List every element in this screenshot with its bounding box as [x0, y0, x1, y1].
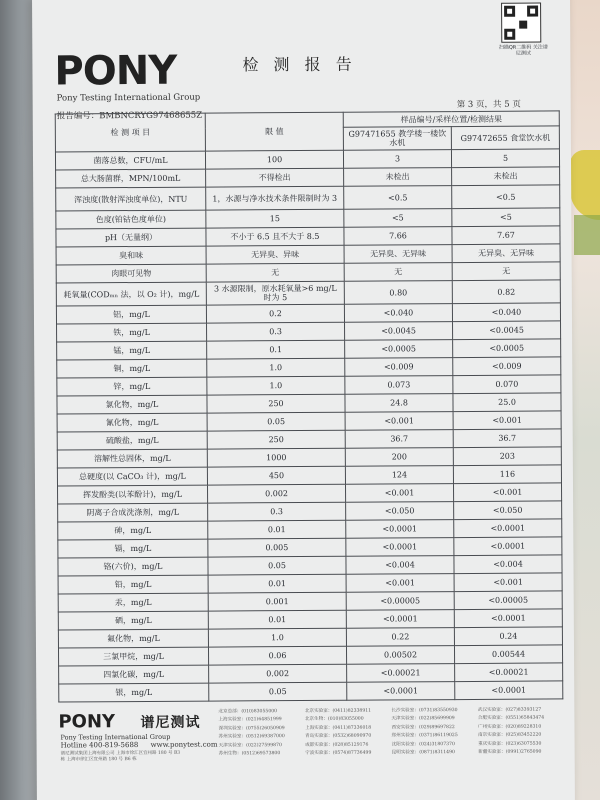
- header-group: 样品编号/采样位置/检测结果: [343, 111, 559, 127]
- cell-result-1: <0.004: [346, 556, 454, 575]
- cell-limit: 0.002: [207, 484, 345, 503]
- cell-result-1: <0.5: [344, 186, 452, 210]
- cell-result-1: 3: [343, 150, 451, 169]
- footer-contact: 成都实验室：(028)85129176: [305, 742, 369, 748]
- footer-contact: 天津实验室：(022)85699909: [391, 716, 455, 722]
- cell-limit: 1.0: [208, 628, 346, 647]
- cell-result-1: 36.7: [345, 430, 453, 449]
- cell-item: 硫酸盐，mg/L: [57, 431, 207, 450]
- cell-limit: 0.2: [206, 304, 344, 323]
- cell-limit: 3 水源限制，原水耗氧量>6 mg/L 时为 5: [206, 281, 344, 305]
- footer-contact: 上海实验室：(021)64851999: [218, 717, 282, 723]
- cell-result-2: <5: [452, 208, 560, 227]
- cell-result-2: <0.040: [452, 303, 560, 322]
- cell-result-1: <0.001: [346, 574, 454, 593]
- footer-contacts: [218, 706, 562, 759]
- cell-result-2: 116: [453, 465, 561, 484]
- cell-limit: 0.06: [208, 646, 346, 665]
- cell-limit: 无异臭、异味: [206, 245, 344, 264]
- cell-item: pH（无量纲）: [56, 228, 206, 247]
- cell-result-1: <0.009: [345, 358, 453, 377]
- cell-result-2: <0.001: [453, 483, 561, 502]
- cell-result-2: 7.67: [452, 226, 560, 245]
- cell-item: 锰，mg/L: [57, 341, 207, 360]
- cell-result-1: <0.0045: [345, 322, 453, 341]
- cell-result-1: 0.80: [344, 281, 452, 305]
- cell-result-1: 无: [344, 263, 452, 282]
- cell-result-2: <0.0001: [455, 681, 563, 700]
- cell-limit: 0.01: [208, 520, 346, 539]
- cell-result-1: 无异臭、无异味: [344, 245, 452, 264]
- cell-result-2: <0.00005: [454, 591, 562, 610]
- cell-result-2: 0.00544: [454, 645, 562, 664]
- cell-item: 总大肠菌群，MPN/100mL: [56, 169, 206, 188]
- cell-limit: 1.0: [207, 358, 345, 377]
- cell-result-1: 24.8: [345, 394, 453, 413]
- footer-contact: 新疆实验室：(0991)2765090: [478, 749, 542, 755]
- logo-english: Pony Testing International Group: [56, 92, 201, 104]
- cell-result-2: 5: [451, 149, 559, 168]
- cell-result-2: 0.24: [454, 627, 562, 646]
- cell-limit: 15: [206, 209, 344, 228]
- cell-result-1: <0.0005: [345, 340, 453, 359]
- cell-result-2: 0.070: [453, 375, 561, 394]
- cell-limit: 0.01: [208, 574, 346, 593]
- cell-item: 铬(六价)，mg/L: [58, 557, 208, 576]
- footer-contact: 北京生物：(010)83055000: [304, 717, 364, 723]
- cell-item: 色度(铂钴色度单位): [56, 210, 206, 229]
- cell-result-2: <0.050: [454, 501, 562, 520]
- cell-limit: 0.3: [208, 502, 346, 521]
- cell-limit: 不得检出: [206, 168, 344, 187]
- cell-result-1: <0.0001: [347, 682, 455, 701]
- cell-result-2: 36.7: [453, 429, 561, 448]
- footer-contact: 北京总部：(010)83055000: [218, 709, 278, 715]
- cell-result-2: 无: [452, 262, 560, 281]
- cell-result-2: <0.001: [453, 411, 561, 430]
- cell-item: 肉眼可见物: [56, 264, 206, 283]
- cell-item: 铁，mg/L: [57, 323, 207, 342]
- footer-contact: 长沙实验室：(0731)83550930: [391, 708, 458, 714]
- cell-item: 挥发酚类(以苯酚计)，mg/L: [58, 485, 208, 504]
- cell-result-1: <0.050: [346, 502, 454, 521]
- cell-item: 总硬度(以 CaCO₃ 计)，mg/L: [57, 467, 207, 486]
- footer-contact: 重庆实验室：(023)63075530: [478, 741, 542, 747]
- cell-item: 氰化物，mg/L: [57, 413, 207, 432]
- cell-result-2: 203: [453, 447, 561, 466]
- cell-item: 阴离子合成洗涤剂，mg/L: [58, 503, 208, 522]
- cell-limit: 0.001: [208, 592, 346, 611]
- footer-website: www.ponytest.com: [150, 740, 218, 749]
- cell-item: 铜，mg/L: [57, 359, 207, 378]
- cell-limit: 0.002: [209, 664, 347, 683]
- cell-limit: 1000: [207, 448, 345, 467]
- cell-result-2: <0.001: [454, 573, 562, 592]
- cell-result-1: <0.001: [345, 484, 453, 503]
- footer-contact: 昆明实验室：(0871)8311490: [391, 750, 455, 756]
- cell-limit: 100: [205, 150, 343, 169]
- footer-contact: 南京实验室：(025)83452220: [478, 732, 542, 739]
- footer-cn-name: 谱尼测试: [140, 714, 201, 731]
- table-row: [59, 681, 563, 702]
- page-number: 第 3 页，共 5 页: [456, 99, 521, 111]
- cell-item: 溶解性总固体，mg/L: [57, 449, 207, 468]
- cell-item: 汞，mg/L: [58, 593, 208, 612]
- footer-contact: 合肥实验室：(0551)65843474: [477, 715, 545, 722]
- cell-item: 银，mg/L: [59, 683, 209, 702]
- cell-item: 三氯甲烷，mg/L: [58, 647, 208, 666]
- cell-result-2: <0.00021: [455, 663, 563, 682]
- cell-limit: 250: [207, 394, 345, 413]
- footer-contact: 苏州实验室：(0512)69387000: [218, 734, 285, 740]
- footer-hotline: Hotline 400-819-5688: [60, 741, 139, 750]
- cell-limit: 0.05: [207, 412, 345, 431]
- cell-result-1: 7.66: [344, 227, 452, 246]
- footer-contact: 天津实验室：(022)27599870: [218, 742, 282, 749]
- header-limit: 限 值: [205, 112, 343, 151]
- cell-limit: 1.0: [207, 376, 345, 395]
- cell-item: 浑浊度(散射浑浊度单位)，NTU: [56, 187, 206, 211]
- footer-contact: 北京实验室：(0411)82338911: [304, 708, 372, 714]
- cell-item: 镉，mg/L: [58, 539, 208, 558]
- cell-limit: 无: [206, 263, 344, 282]
- cell-result-2: <0.5: [452, 185, 560, 209]
- footer: [58, 708, 562, 773]
- cell-result-2: 无异臭、无异味: [452, 244, 560, 263]
- cell-result-1: <0.0001: [346, 610, 454, 629]
- report-page: [32, 0, 575, 800]
- footer-address: 谱尼测试集团上海有限公司 上海市徐汇区宜州路 180 号 B3 栋 上海市徐汇区宜州路 180 号 B6 栋: [60, 750, 181, 762]
- cell-item: 菌落总数，CFU/mL: [55, 151, 205, 170]
- footer-logo: PONY: [58, 711, 116, 733]
- cell-result-1: <0.0001: [346, 520, 454, 539]
- cell-result-1: 124: [345, 466, 453, 485]
- cell-result-1: <0.0001: [346, 538, 454, 557]
- cell-limit: 0.01: [208, 610, 346, 629]
- footer-contact: 郑州实验室：(0371)86119025: [391, 733, 458, 739]
- cell-item: 铅，mg/L: [58, 575, 208, 594]
- cell-item: 四氯化碳，mg/L: [59, 665, 209, 684]
- cell-limit: 0.05: [208, 556, 346, 575]
- header-sample-2: G97472655 食堂饮水机: [451, 126, 559, 150]
- cell-result-2: 未检出: [452, 167, 560, 186]
- cell-limit: 不小于 6.5 且不大于 8.5: [206, 227, 344, 246]
- cell-result-1: <5: [344, 209, 452, 228]
- cell-limit: 250: [207, 430, 345, 449]
- cell-limit: 0.1: [207, 340, 345, 359]
- cell-item: 硒，mg/L: [58, 611, 208, 630]
- cell-item: 氯化物，mg/L: [57, 395, 207, 414]
- cell-result-2: 0.82: [452, 280, 560, 304]
- cell-result-2: <0.0005: [453, 339, 561, 358]
- cell-result-1: 0.073: [345, 376, 453, 395]
- qr-code-icon: [501, 3, 541, 43]
- footer-contact: 苏州生物：(0512)69573800: [218, 751, 281, 757]
- cell-result-1: <0.001: [345, 412, 453, 431]
- cell-result-2: <0.004: [454, 555, 562, 574]
- footer-contact: 宁波实验室：(0574)87736499: [305, 750, 372, 757]
- header-sample-1: G97471655 教学楼一楼饮水机: [343, 127, 451, 151]
- pony-logo: PONY: [54, 47, 177, 95]
- header-item: 检 测 项 目: [55, 113, 205, 152]
- cell-result-1: <0.00021: [347, 664, 455, 683]
- cell-item: 臭和味: [56, 246, 206, 265]
- footer-contact: 武汉实验室：(027)83393127: [477, 707, 542, 713]
- cell-result-2: <0.009: [453, 357, 561, 376]
- cell-result-1: <0.040: [344, 304, 452, 323]
- cell-result-2: <0.0045: [453, 321, 561, 340]
- table-row: [56, 280, 560, 306]
- cell-result-1: 0.00502: [346, 646, 454, 665]
- footer-contact: 深圳实验室：(0755)26050909: [218, 725, 285, 732]
- results-table: [55, 110, 564, 702]
- cell-result-1: 0.22: [346, 628, 454, 647]
- cell-limit: 1，水源与净水技术条件限制时为 3: [206, 186, 344, 210]
- cell-item: 耗氧量(CODₘₙ 法，以 O₂ 计)，mg/L: [56, 282, 206, 306]
- cell-item: 锌，mg/L: [57, 377, 207, 396]
- cell-result-1: 200: [345, 448, 453, 467]
- cell-limit: 0.05: [209, 682, 347, 701]
- cell-limit: 450: [207, 466, 345, 485]
- footer-contact: 广州实验室：(020)89228310: [477, 724, 542, 730]
- footer-contact: 西安实验室：(029)89697822: [391, 724, 455, 731]
- cell-result-2: <0.0001: [454, 537, 562, 556]
- cell-limit: 0.005: [208, 538, 346, 557]
- cell-item: 铝，mg/L: [56, 305, 206, 324]
- qr-caption: 扫描QR二维码 关注谱尼测试: [498, 44, 548, 57]
- footer-english: Pony Testing International Group: [60, 732, 171, 742]
- footer-contact: 上海实验室：(0411)87336018: [304, 725, 372, 731]
- cell-result-2: <0.0001: [454, 609, 562, 628]
- report-title: 检 测 报 告: [242, 54, 357, 75]
- cell-result-2: 25.0: [453, 393, 561, 412]
- cell-result-1: <0.00005: [346, 592, 454, 611]
- footer-contact: 青岛实验室：(0532)68090970: [305, 733, 372, 740]
- table-row: [56, 185, 560, 211]
- cell-result-1: 未检出: [344, 168, 452, 187]
- report-number: 报告编号：BMBNCRYG97468655Z: [56, 110, 203, 122]
- cell-result-2: <0.0001: [454, 519, 562, 538]
- footer-contact: 沈阳实验室：(024)31807370: [391, 741, 455, 748]
- cell-item: 砷，mg/L: [58, 521, 208, 540]
- cell-item: 氟化物，mg/L: [58, 629, 208, 648]
- cell-limit: 0.3: [207, 322, 345, 341]
